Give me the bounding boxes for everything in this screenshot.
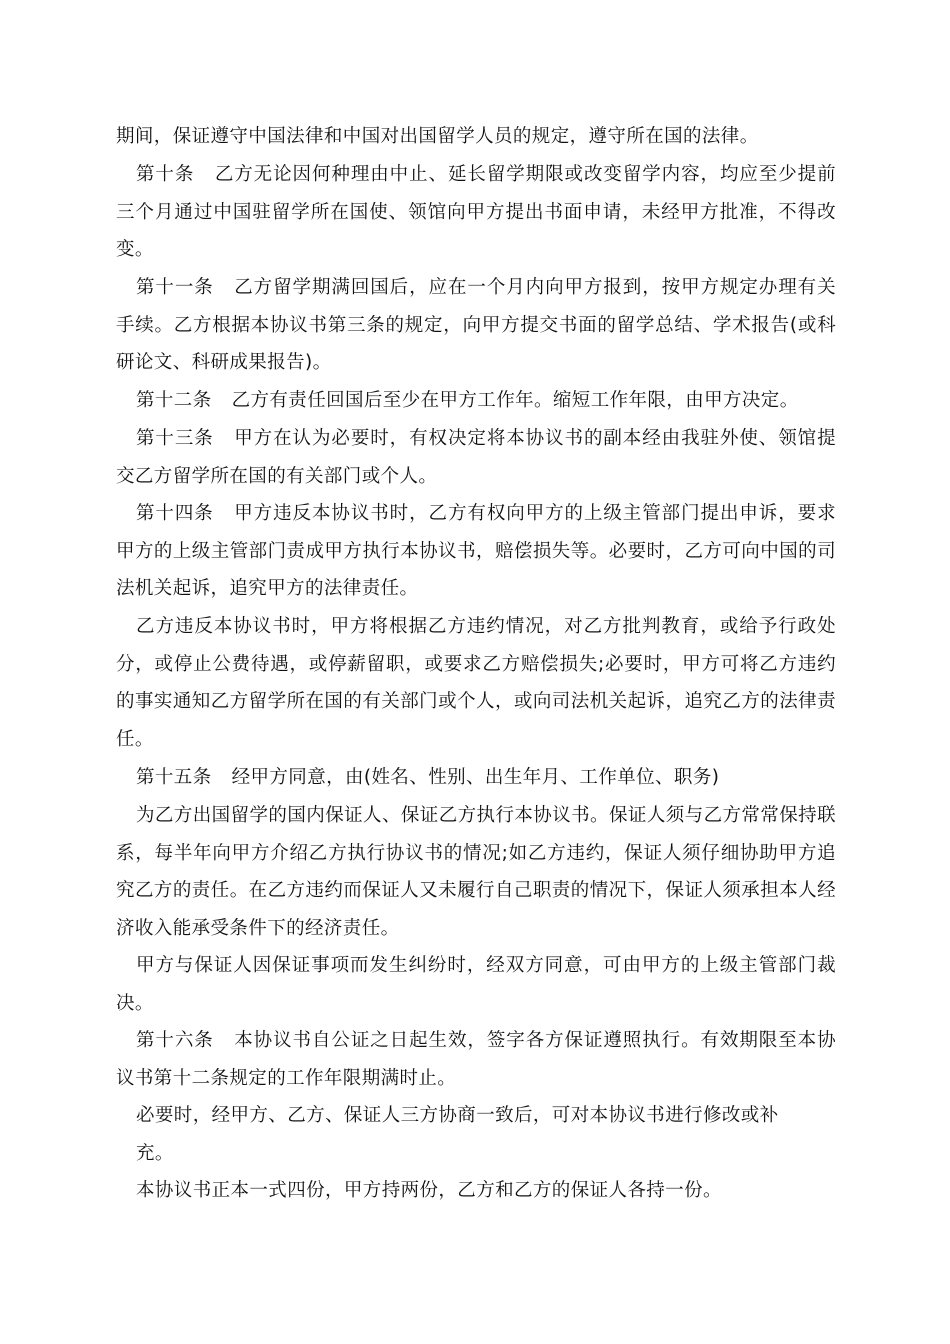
- paragraph-continuation: [116, 118, 836, 156]
- article-text: 甲方在认为必要时，有权决定将本协议书的副本经由我驻外使、领馆提交乙方留学所在国的有关部门或个人。: [116, 428, 836, 487]
- paragraph-breach: [116, 608, 836, 758]
- paragraph-text: 期间，保证遵守中国法律和中国对出国留学人员的规定，遵守所在国的法律。: [116, 126, 759, 147]
- paragraph-amend-line-2: [136, 1135, 174, 1173]
- article-text: 甲方违反本协议书时，乙方有权向甲方的上级主管部门提出申诉，要求甲方的上级主管部门责成甲方执行本协议书，赔偿损失等。必要时，乙方可向中国的司法机关起诉，追究甲方的法律责任。: [116, 503, 836, 600]
- article-text: 经甲方同意，由(姓名、性别、出生年月、工作单位、职务): [231, 767, 720, 788]
- paragraph-text: 乙方违反本协议书时，甲方将根据乙方违约情况，对乙方批判教育，或给予行政处分，或停止公费待遇，或停薪留职，或要求乙方赔偿损失;必要时，甲方可将乙方违约的事实通知乙方留学所在国的有关部门或个人，或向司法机关起诉，追究乙方的法律责任。: [116, 616, 836, 750]
- article-12: [116, 382, 836, 420]
- article-label: 第十四条: [136, 503, 214, 524]
- article-label: 第十二条: [136, 390, 212, 411]
- paragraph-text: 充。: [136, 1143, 174, 1164]
- paragraph-dispute: [116, 947, 836, 1022]
- paragraph-copies: [136, 1172, 722, 1210]
- paragraph-guarantor: [116, 797, 836, 947]
- article-11: [116, 269, 836, 382]
- article-label: 第十三条: [136, 428, 214, 449]
- article-label: 第十五条: [136, 767, 212, 788]
- paragraph-text: 本协议书正本一式四份，甲方持两份，乙方和乙方的保证人各持一份。: [136, 1180, 722, 1201]
- paragraph-amend-line-1: [136, 1097, 779, 1135]
- article-text: 乙方无论因何种理由中止、延长留学期限或改变留学内容，均应至少提前三个月通过中国驻留学所在国使、领馆向甲方提出书面申请，未经甲方批准，不得改变。: [116, 164, 836, 261]
- article-text: 乙方留学期满回国后，应在一个月内向甲方报到，按甲方规定办理有关手续。乙方根据本协议书第三条的规定，向甲方提交书面的留学总结、学术报告(或科研论文、科研成果报告)。: [116, 277, 836, 374]
- paragraph-text: 为乙方出国留学的国内保证人、保证乙方执行本协议书。保证人须与乙方常常保持联系，每半年向甲方介绍乙方执行协议书的情况;如乙方违约，保证人须仔细协助甲方追究乙方的责任。在乙方违约而保证人又未履行自己职责的情况下，保证人须承担本人经济收入能承受条件下的经济责任。: [116, 805, 836, 939]
- article-15: [116, 759, 836, 797]
- article-14: [116, 495, 836, 608]
- article-label: 第十一条: [136, 277, 214, 298]
- paragraph-text: 必要时，经甲方、乙方、保证人三方协商一致后，可对本协议书进行修改或补: [136, 1105, 779, 1126]
- article-13: [116, 420, 836, 495]
- paragraph-text: 甲方与保证人因保证事项而发生纠纷时，经双方同意，可由甲方的上级主管部门裁决。: [116, 955, 836, 1014]
- article-16: [116, 1022, 836, 1097]
- article-text: 本协议书自公证之日起生效，签字各方保证遵照执行。有效期限至本协议书第十二条规定的工作年限期满时止。: [116, 1030, 836, 1089]
- article-label: 第十条: [136, 164, 195, 185]
- article-label: 第十六条: [136, 1030, 214, 1051]
- article-10: [116, 156, 836, 269]
- article-text: 乙方有责任回国后至少在甲方工作年。缩短工作年限，由甲方决定。: [231, 390, 799, 411]
